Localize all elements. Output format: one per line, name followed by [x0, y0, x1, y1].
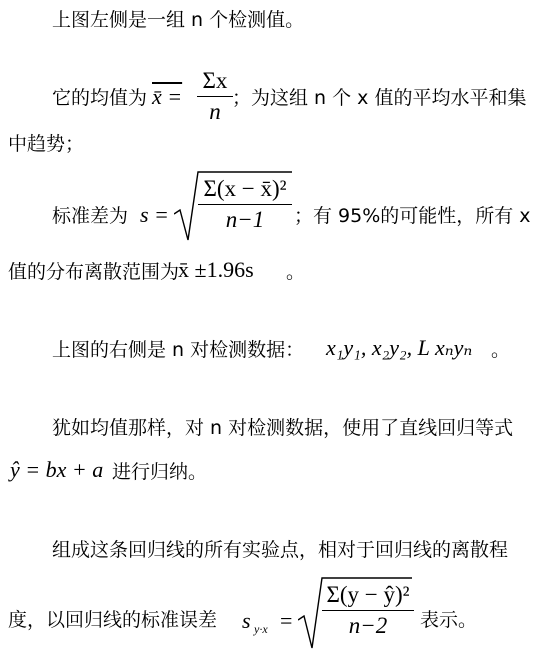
- mean-text-suffix: ；为这组 n 个 x 值的平均水平和集: [232, 87, 527, 109]
- see-text-prefix: 度，以回归线的标准误差: [8, 609, 218, 631]
- mean-denominator: n: [209, 99, 221, 124]
- sd-text-prefix: 标准差为: [52, 205, 129, 227]
- pairs-text-prefix: 上图的右侧是 n 对检测数据：: [52, 339, 305, 361]
- regression-text-suffix: 进行归纳。: [112, 461, 208, 483]
- sd-formula: [136, 168, 296, 248]
- mean-numerator: Σx: [202, 68, 228, 93]
- paragraph-intro-left: 上图左侧是一组 n 个检测值。: [52, 9, 305, 31]
- see-text-suffix: 表示。: [420, 609, 478, 631]
- see-denominator: n−2: [348, 613, 388, 638]
- range-text-suffix: 。: [286, 261, 306, 283]
- sd-numerator: Σ(x − x̄)²: [203, 176, 287, 201]
- fraction-bar: [197, 96, 233, 97]
- see-formula-equals: =: [280, 608, 293, 633]
- sd-denominator: n−1: [225, 207, 265, 232]
- mean-text-continuation: 中趋势；: [8, 133, 85, 155]
- see-formula-lhs: s: [242, 608, 251, 633]
- sd-formula-lhs: s =: [140, 202, 169, 227]
- range-formula: x̄ ±1.96s: [178, 257, 254, 282]
- range-text-prefix: 值的分布离散范围为: [8, 261, 180, 283]
- fraction-bar: [198, 204, 292, 205]
- pairs-formula: x₁y₁, x₂y₂, L xₙyₙ: [326, 335, 473, 360]
- sd-text-suffix: ；有 95%的可能性，所有 x: [294, 205, 531, 227]
- fraction-bar: [322, 610, 414, 611]
- dispersion-text: 组成这条回归线的所有实验点，相对于回归线的离散程: [52, 539, 509, 561]
- pairs-text-suffix: 。: [491, 339, 511, 361]
- mean-formula-lhs: x̄ =: [152, 84, 183, 109]
- see-fraction: [322, 582, 414, 639]
- sd-fraction: [198, 176, 292, 233]
- see-formula-subscript: y·x: [254, 622, 268, 636]
- regression-intro: 犹如均值那样，对 n 对检测数据，使用了直线回归等式: [52, 417, 514, 439]
- see-numerator: Σ(y − ŷ)²: [326, 582, 410, 607]
- mean-fraction: [197, 68, 233, 125]
- regression-formula: ŷ = bx + a: [10, 457, 104, 482]
- see-formula: [240, 574, 416, 654]
- mean-text-prefix: 它的均值为: [52, 87, 148, 109]
